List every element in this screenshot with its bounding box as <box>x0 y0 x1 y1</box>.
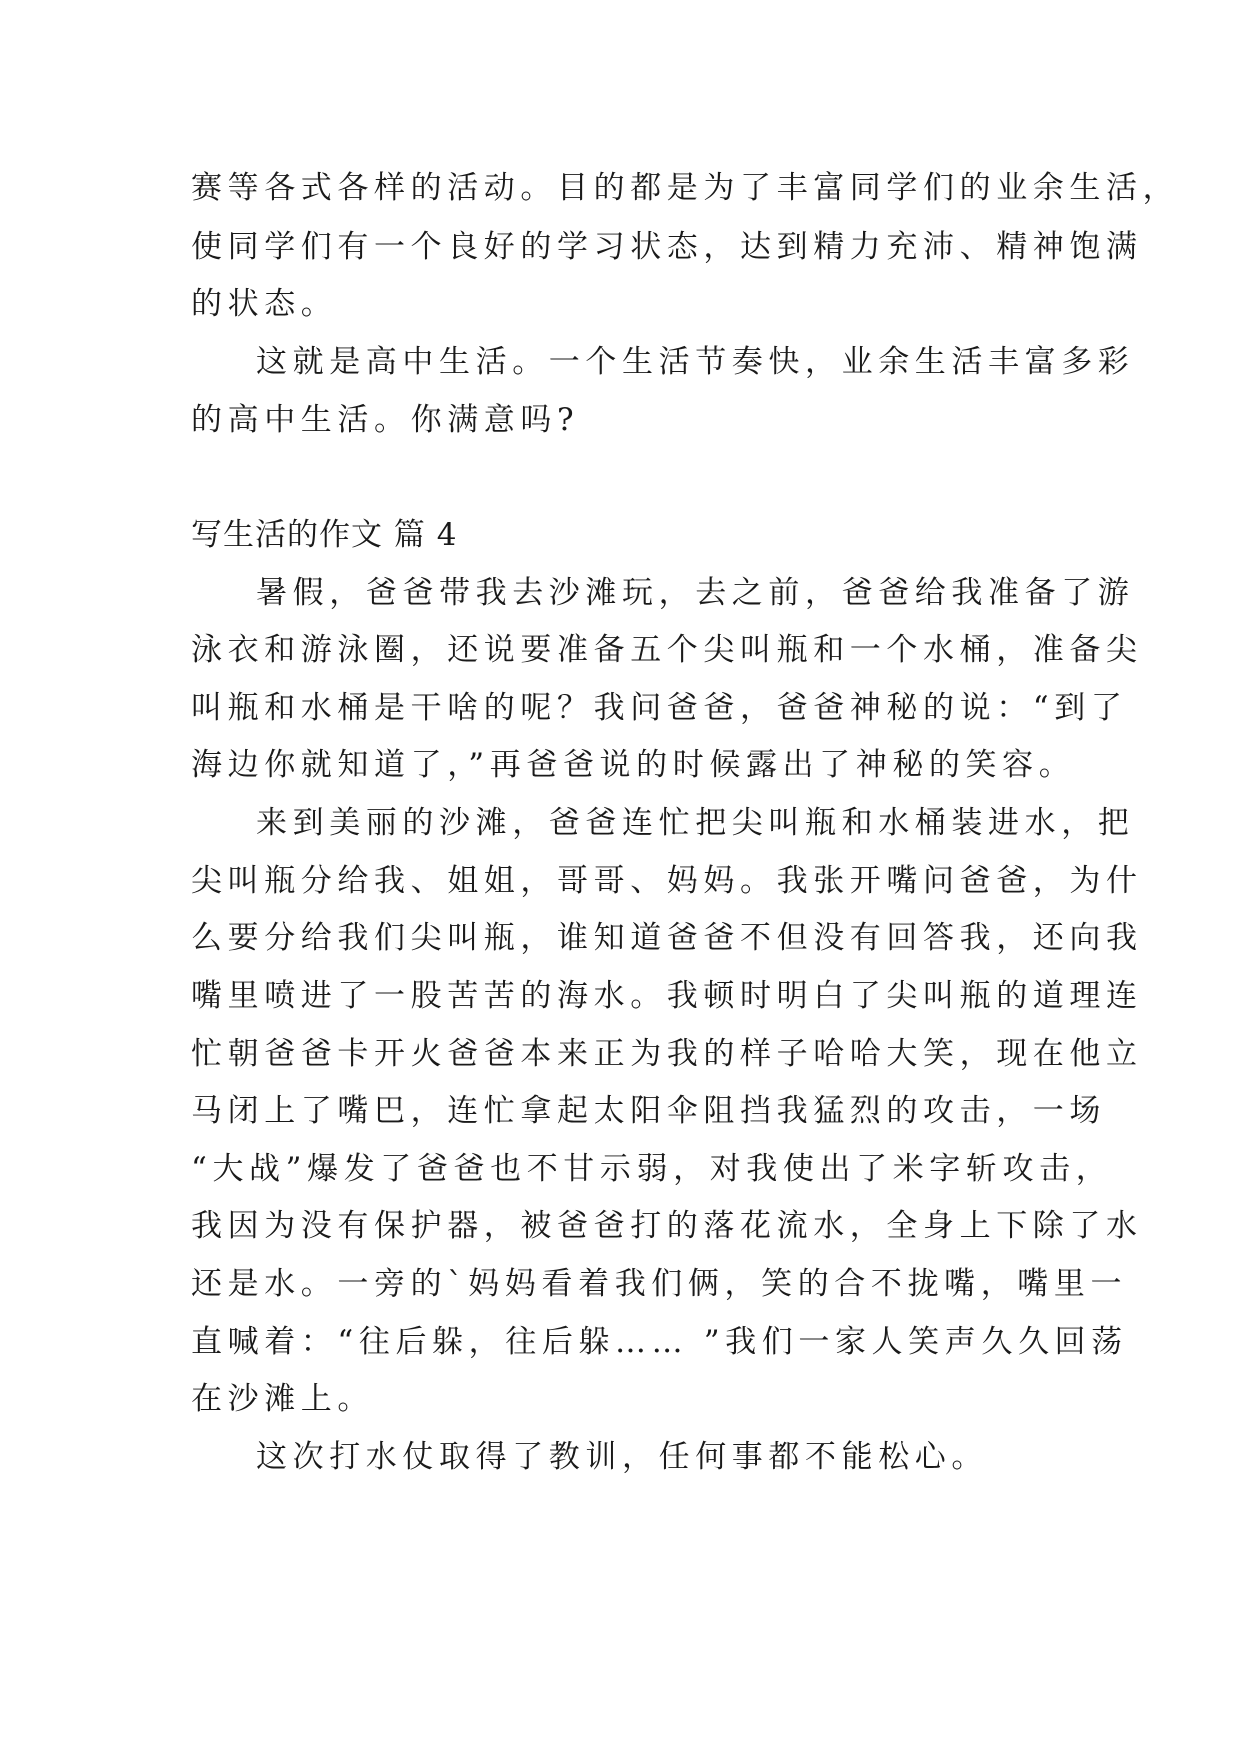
text-line: 在沙滩上。 <box>191 1381 374 1417</box>
text-line: 叫瓶和水桶是干啥的呢？我问爸爸，爸爸神秘的说：“到了 <box>191 690 1128 726</box>
text-line: 嘴里喷进了一股苦苦的海水。我顿时明白了尖叫瓶的道理连 <box>191 978 1143 1014</box>
text-line: 的高中生活。你满意吗? <box>191 402 580 438</box>
text-line: 使同学们有一个良好的学习状态，达到精力充沛、精神饱满 <box>191 229 1143 265</box>
text-line: 暑假，爸爸带我去沙滩玩，去之前，爸爸给我准备了游 <box>256 575 1135 611</box>
text-line: 忙朝爸爸卡开火爸爸本来正为我的样子哈哈大笑，现在他立 <box>191 1036 1143 1072</box>
text-line: 海边你就知道了，”再爸爸说的时候露出了神秘的笑容。 <box>191 747 1076 783</box>
text-line: 马闭上了嘴巴，连忙拿起太阳伞阻挡我猛烈的攻击，一场 <box>191 1093 1106 1129</box>
text-line: 这就是高中生活。一个生活节奏快，业余生活丰富多彩 <box>256 344 1135 380</box>
section-heading: 写生活的作文 篇 4 <box>191 517 458 553</box>
text-line: 还是水。一旁的`妈妈看着我们俩，笑的合不拢嘴，嘴里一 <box>191 1266 1128 1302</box>
text-line: 来到美丽的沙滩，爸爸连忙把尖叫瓶和水桶装进水，把 <box>256 805 1135 841</box>
text-line: 泳衣和游泳圈，还说要准备五个尖叫瓶和一个水桶，准备尖 <box>191 632 1143 668</box>
text-line: “大战”爆发了爸爸也不甘示弱，对我使出了米字斩攻击， <box>191 1151 1113 1187</box>
text-line: 赛等各式各样的活动。目的都是为了丰富同学们的业余生活， <box>191 170 1180 206</box>
text-line: 这次打水仗取得了教训，任何事都不能松心。 <box>256 1439 988 1475</box>
text-line: 的状态。 <box>191 286 338 322</box>
text-line: 直喊着：“往后躲，往后躲…… ”我们一家人笑声久久回荡 <box>191 1324 1128 1360</box>
text-line: 我因为没有保护器，被爸爸打的落花流水，全身上下除了水 <box>191 1208 1143 1244</box>
text-line: 么要分给我们尖叫瓶，谁知道爸爸不但没有回答我，还向我 <box>191 920 1143 956</box>
text-line: 尖叫瓶分给我、姐姐，哥哥、妈妈。我张开嘴问爸爸，为什 <box>191 863 1143 899</box>
